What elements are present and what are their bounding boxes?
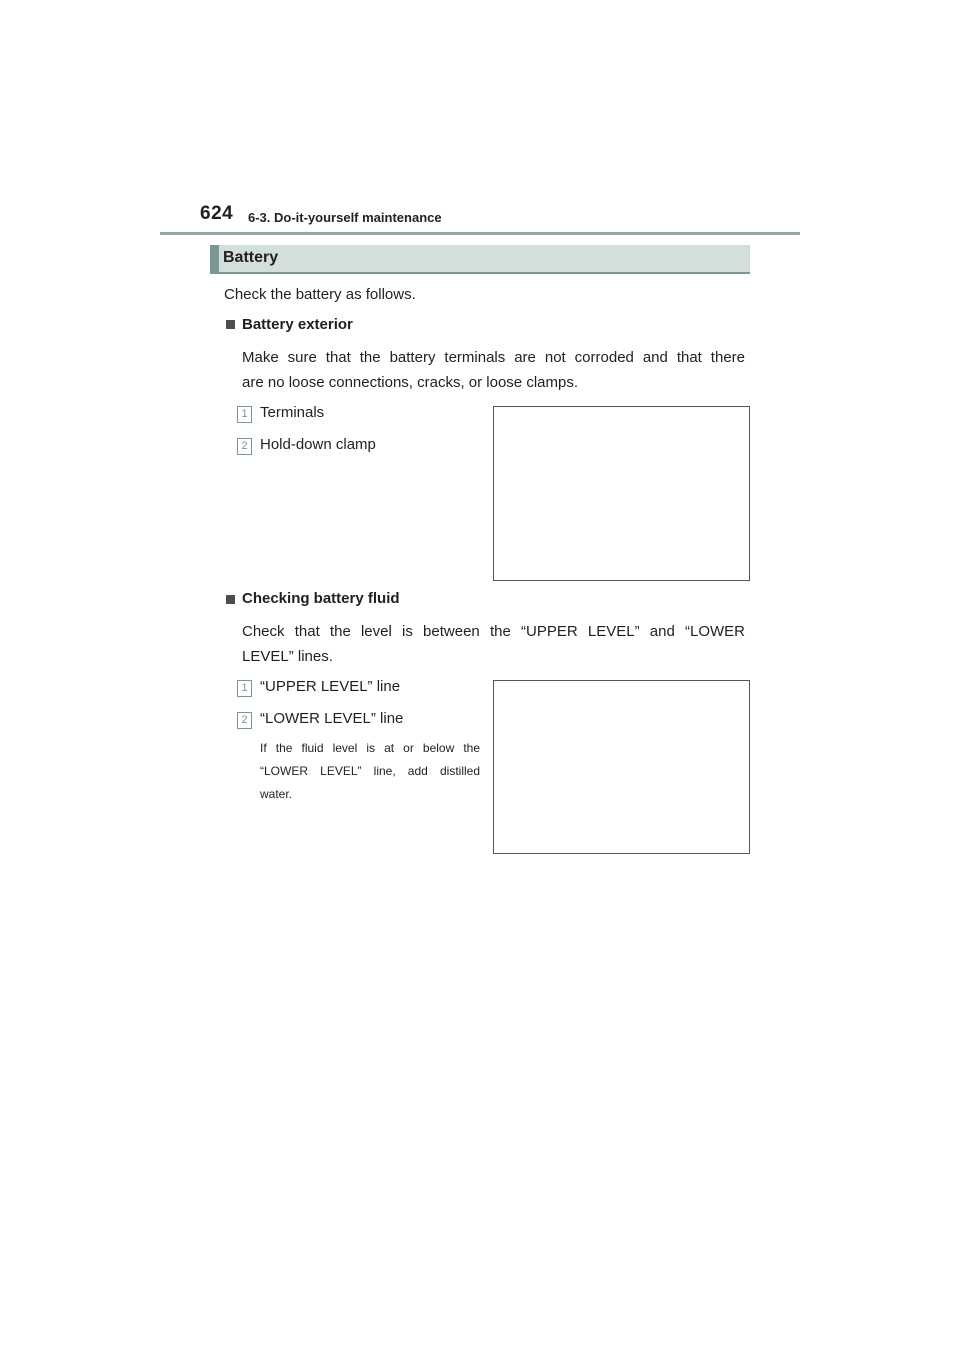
callout-number-badge: 1 <box>237 406 252 423</box>
header-divider <box>160 232 800 235</box>
callout-lower-level-line: “LOWER LEVEL” line <box>260 710 404 727</box>
callout-number-badge: 2 <box>237 712 252 729</box>
callout-number-badge: 2 <box>237 438 252 455</box>
fluid-note-line3: water. <box>260 787 293 801</box>
page-number: 624 <box>200 203 234 224</box>
section-title: Battery <box>223 249 279 266</box>
battery-exterior-illustration <box>493 406 750 581</box>
fluid-text-line1: Check that the level is between the “UPPER LEVEL” and “LOWER <box>242 623 745 640</box>
fluid-heading: Checking battery fluid <box>242 590 400 607</box>
section-title-bar <box>210 245 750 274</box>
fluid-note-line2: “LOWER LEVEL” line, add distilled <box>260 764 480 778</box>
callout-terminals: Terminals <box>260 404 325 421</box>
section-label: 6-3. Do-it-yourself maintenance <box>248 210 442 225</box>
fluid-text-line2: LEVEL” lines. <box>242 648 333 665</box>
exterior-text-line2: are no loose connections, cracks, or loose clamps. <box>242 374 578 391</box>
exterior-heading: Battery exterior <box>242 316 353 333</box>
battery-fluid-level-illustration <box>493 680 750 854</box>
square-bullet-icon <box>226 320 235 329</box>
callout-hold-down-clamp: Hold-down clamp <box>260 436 376 453</box>
square-bullet-icon <box>226 595 235 604</box>
fluid-note-line1: If the fluid level is at or below the <box>260 741 480 755</box>
callout-number-badge: 1 <box>237 680 252 697</box>
exterior-text-line1: Make sure that the battery terminals are not corroded and that there <box>242 349 745 366</box>
intro-text: Check the battery as follows. <box>224 286 416 303</box>
callout-upper-level-line: “UPPER LEVEL” line <box>260 678 401 695</box>
